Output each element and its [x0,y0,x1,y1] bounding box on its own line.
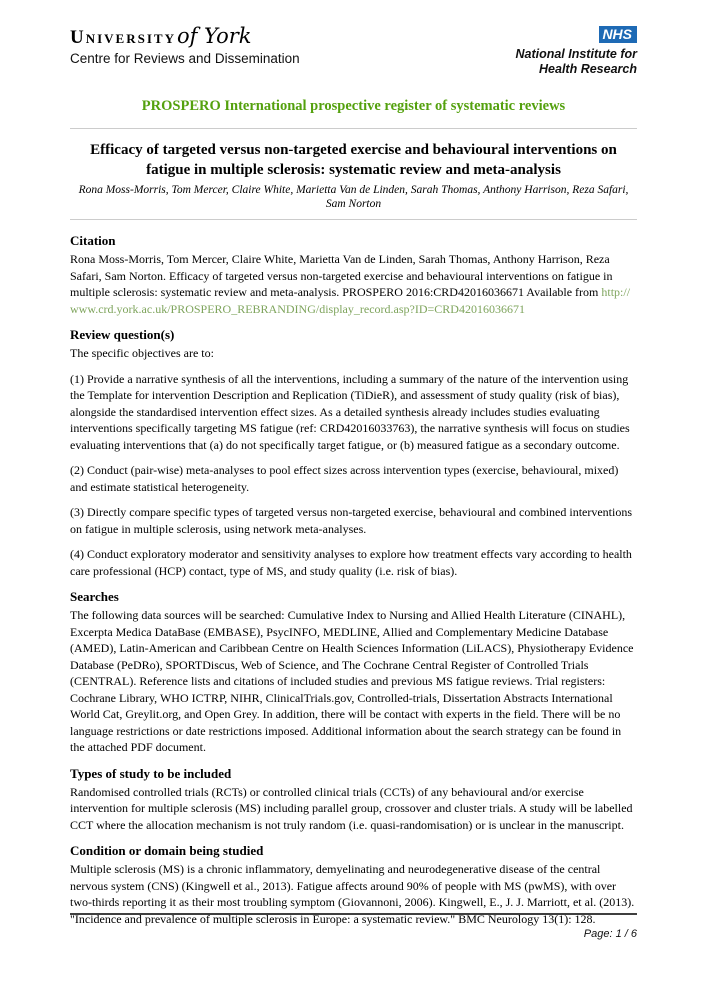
page-number: Page: 1 / 6 [583,928,637,940]
section-study-types [70,766,637,834]
review-question-intro: The specific objectives are to: [70,346,214,360]
nihr-line1: National Institute for [515,47,637,61]
section-review-question [70,327,637,579]
university-logo-text: University [70,27,176,48]
review-objective-4: (4) Conduct exploratory moderator and sensitivity analyses to explore how treatment effects vary according to health care professional (HCP) contact, type of MS, and study quality (i.e. risk of bias). [70,547,632,578]
citation-link[interactable]: http://www.crd.york.ac.uk/PROSPERO_REBRANDING/display_record.asp?ID=CRD42016036671 [70,285,631,316]
authors-line: Rona Moss-Morris, Tom Mercer, Claire White, Marietta Van de Linden, Sarah Thomas, Anthony Harrison, Reza Safari, Sam Norton [78,184,629,210]
university-logo-of-york-script: of York [176,24,252,48]
footer-divider [70,913,637,915]
nihr-line2: Health Research [539,62,637,76]
review-objective-3: (3) Directly compare specific types of targeted versus non-targeted exercise, behavioural and combined interventions on fatigue in multiple sclerosis, using network meta-analyses. [70,505,633,536]
study-types-text: Randomised controlled trials (RCTs) or controlled clinical trials (CCTs) of any behavioural and/or exercise intervention for multiple sclerosis (MS) including parallel group, crossover and cluster trials. A study will be labelled CCT where the allocation mechanism is not truly random (i.e. quasi-randomisation) or is unclear in the manuscript. [70,784,633,832]
crd-subtitle: Centre for Reviews and Dissemination [70,51,300,66]
prospero-banner: PROSPERO International prospective register of systematic reviews [141,98,566,114]
nihr-logo-block [515,24,637,77]
section-heading-study-types: Types of study to be included [70,765,232,781]
section-heading-searches: Searches [70,589,119,604]
university-of-york-wordmark [70,24,300,49]
condition-text: Multiple sclerosis (MS) is a chronic inflammatory, demyelinating and neurodegenerative disease of the central nervous system (CNS) (Kingwell et al., 2013). Fatigue affects around 90% of people with MS (pwMS), with over two-thirds reporting it as their most troubling symptom (Giovannoni, 2006). Kingwell, E., J. J. Marriott, et al. (2013). "Incidence and prevalence of multiple sclerosis in Europe: a systematic review." BMC Neurology 13(1): 128. [70,862,635,926]
nhs-logo: NHS [599,26,637,43]
searches-text: The following data sources will be searched: Cumulative Index to Nursing and Allied Health Literature (CINAHL), Excerpta Medica DataBase (EMBASE), PsycINFO, MEDLINE, Allied and Complementary Medicine Database (AMED), Latin-American and Caribbean Centre on Health Sciences Information (LiLACS), Physiotherapy Evidence Database (PeDRo), SPORTDiscus, Web of Science, and The Cochrane Central Register of Controlled Trials (CENTRAL). Reference lists and citations of included studies and previous MS fatigue reviews. Trial registers: Cochrane Library, WHO ICTRP, NIHR, ClinicalTrials.gov, Controlled-trials, Dissertation Abstracts International World Cat, Greylit.org, and Open Grey. In addition, there will be contact with experts in the field. There will be no language restrictions or date restrictions imposed. Additional information about the search strategy can be found in the attached PDF document. [70,608,634,754]
review-objective-2: (2) Conduct (pair-wise) meta-analyses to pool effect sizes across intervention types (exercise, behavioural, mixed) and estimate statistical heterogeneity. [70,463,619,494]
university-of-york-logo [70,24,300,66]
review-title: Efficacy of targeted versus non-targeted exercise and behavioural interventions on fatigue in multiple sclerosis: systematic review and meta-analysis [90,142,617,178]
divider-top [70,128,637,129]
review-objective-1: (1) Provide a narrative synthesis of all the interventions, including a summary of the nature of the intervention using the Template for intervention Description and Replication (TiDieR), and assessment of study quality (risk of bias), alongside the standardised intervention effect sizes. As a detailed synthesis already includes studies evaluating interventions specifically targeting MS fatigue (ref: CRD42016033763), the narrative synthesis will focus on studies evaluating interventions that (a) do not specifically target fatigue, or (b) measured fatigue as a secondary outcome. [70,371,630,452]
section-searches [70,589,637,756]
divider-authors [70,219,637,220]
section-heading-condition: Condition or domain being studied [70,843,264,858]
citation-paragraph [70,251,637,317]
page-footer [70,913,637,940]
section-citation [70,233,637,317]
citation-text: Rona Moss-Morris, Tom Mercer, Claire White, Marietta Van de Linden, Sarah Thomas, Anthony Harrison, Reza Safari, Sam Norton. Efficacy of targeted versus non-targeted exercise and behavioural interventions on fatigue in multiple sclerosis: systematic review and meta-analysis. PROSPERO 2016:CRD42016036671 Available from [70,252,613,299]
document-body [70,233,637,927]
section-heading-review-question: Review question(s) [70,327,175,342]
section-heading-citation: Citation [70,233,116,248]
header [70,24,637,77]
